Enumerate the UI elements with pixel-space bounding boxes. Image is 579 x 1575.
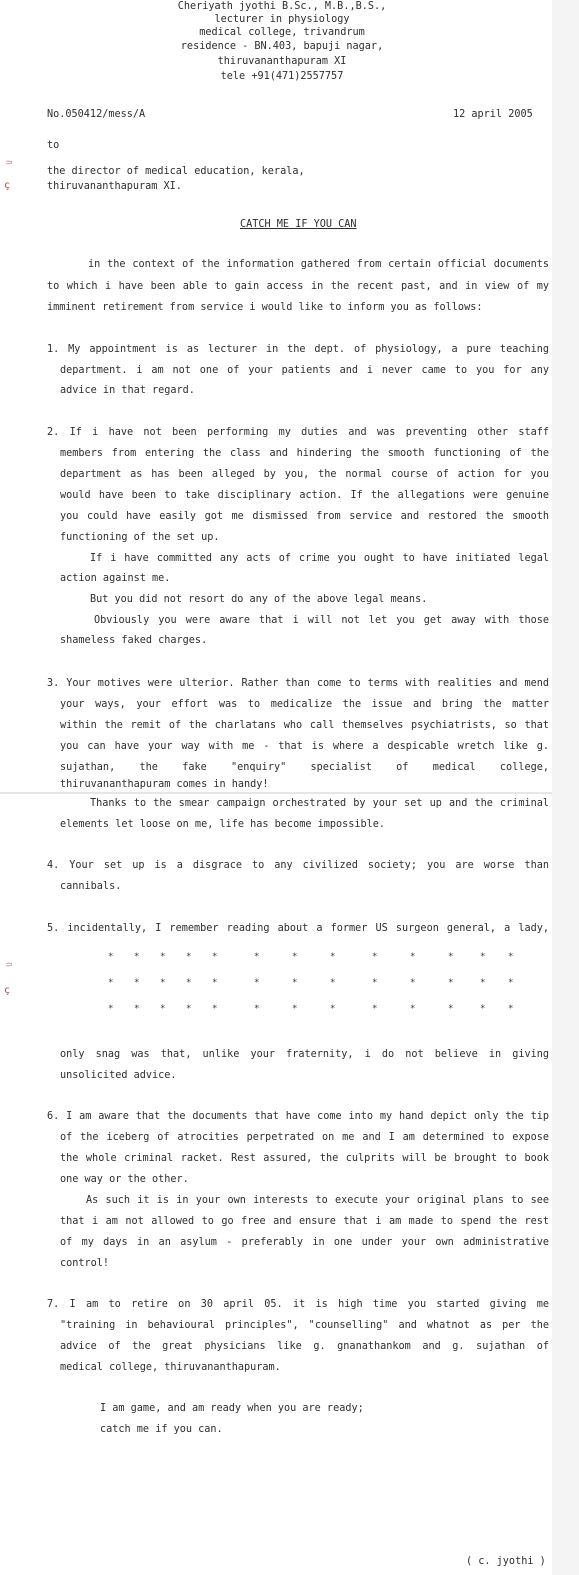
header-line: residence - BN.403, bapuji nagar, (180, 41, 384, 52)
star-mark: * (292, 952, 298, 962)
point-3-line: sujathan, the fake "enquiry" specialist of medical college, (60, 762, 549, 773)
margin-mark: ç (4, 180, 11, 191)
star-mark: * (372, 978, 378, 988)
star-mark: * (480, 978, 486, 988)
point-6-line: that i am not allowed to go free and ensure that i am made to spend the rest (60, 1216, 549, 1227)
point-7-line: 7. I am to retire on 30 april 05. it is high time you started giving me (47, 1299, 549, 1310)
scan-seam (0, 792, 552, 794)
to-label: to (47, 140, 60, 151)
margin-mark: ç (4, 985, 11, 996)
star-mark: * (134, 978, 140, 988)
star-mark: * (212, 978, 218, 988)
recipient-line: the director of medical education, kerala, (47, 166, 305, 177)
closing-line: I am game, and am ready when you are ready; (100, 1403, 364, 1414)
header-line: Cheriyath jyothi B.Sc., M.B.,B.S., (177, 1, 387, 12)
margin-mark: ⸧ (4, 158, 14, 169)
star-mark: * (508, 1004, 514, 1014)
point-2-line: If i have committed any acts of crime you ought to have initiated legal (90, 553, 549, 564)
star-mark: * (410, 978, 416, 988)
header-line: medical college, trivandrum (199, 27, 365, 38)
point-6-line: of my days in an asylum - preferably in one under your own administrative (60, 1237, 549, 1248)
point-2-line: But you did not resort do any of the above legal means. (90, 594, 428, 605)
intro-line: to which i have been able to gain access in the recent past, and in view of my (47, 281, 549, 292)
star-mark: * (448, 978, 454, 988)
point-3-line: within the remit of the charlatans who call themselves psychiatrists, so that (60, 720, 549, 731)
star-mark: * (480, 1004, 486, 1014)
intro-line: in the context of the information gathered from certain official documents (88, 259, 549, 270)
signature: ( c. jyothi ) (466, 1556, 546, 1567)
star-row (60, 978, 552, 992)
point-2-line: members from entering the class and hindering the smooth functioning of the (60, 448, 549, 459)
point-6-line: one way or the other. (60, 1174, 189, 1185)
point-3-line: you can have your way with me - that is where a despicable wretch like g. (60, 741, 549, 752)
point-5-line: only snag was that, unlike your fraternity, i do not believe in giving (60, 1049, 549, 1060)
star-row (60, 1004, 552, 1018)
redacted-star-block (60, 948, 552, 1038)
star-mark: * (448, 952, 454, 962)
star-mark: * (160, 952, 166, 962)
star-mark: * (160, 978, 166, 988)
point-2-line: 2. If i have not been performing my duties and was preventing other staff (47, 427, 549, 438)
star-mark: * (212, 1004, 218, 1014)
point-6-line: 6. I am aware that the documents that have come into my hand depict only the tip (47, 1111, 549, 1122)
star-mark: * (330, 952, 336, 962)
point-2-line: you could have easily got me dismissed from service and restored the smooth (60, 511, 549, 522)
star-mark: * (480, 952, 486, 962)
point-2-line: action against me. (60, 573, 171, 584)
point-2-line: shameless faked charges. (60, 635, 208, 646)
point-6-line: of the iceberg of atrocities perpetrated on me and I am determined to expose (60, 1132, 549, 1143)
point-6-line: As such it is in your own interests to execute your original plans to see (86, 1195, 549, 1206)
star-mark: * (448, 1004, 454, 1014)
point-3-line: Thanks to the smear campaign orchestrated by your set up and the criminal (90, 798, 549, 809)
point-2-line: would have been to take disciplinary action. If the allegations were genuine (60, 490, 549, 501)
point-6-line: the whole criminal racket. Rest assured, the culprits will be brought to book (60, 1153, 549, 1164)
star-mark: * (508, 978, 514, 988)
star-mark: * (186, 1004, 192, 1014)
star-mark: * (254, 978, 260, 988)
star-mark: * (254, 952, 260, 962)
star-mark: * (330, 978, 336, 988)
closing-line: catch me if you can. (100, 1424, 223, 1435)
point-6-line: control! (60, 1258, 110, 1269)
reference-number: No.050412/mess/A (47, 109, 146, 120)
point-4-line: 4. Your set up is a disgrace to any civilized society; you are worse than (47, 860, 549, 871)
star-mark: * (212, 952, 218, 962)
point-2-line: department as has been alleged by you, the normal course of action for you (60, 469, 549, 480)
point-1-line: advice in that regard. (60, 385, 195, 396)
star-mark: * (186, 952, 192, 962)
header-line: lecturer in physiology (214, 14, 350, 25)
header-line: tele +91(471)2557757 (220, 71, 344, 82)
star-mark: * (186, 978, 192, 988)
star-mark: * (254, 1004, 260, 1014)
recipient-line: thiruvananthapuram XI. (47, 181, 182, 192)
point-4-line: cannibals. (60, 881, 122, 892)
point-1-line: 1. My appointment is as lecturer in the dept. of physiology, a pure teaching (47, 344, 549, 355)
point-1-line: department. i am not one of your patients and i never came to you for any (60, 365, 549, 376)
point-5-line: unsolicited advice. (60, 1070, 177, 1081)
scan-edge (552, 0, 579, 1575)
star-mark: * (372, 1004, 378, 1014)
star-mark: * (330, 1004, 336, 1014)
header-line: thiruvananthapuram XI (217, 56, 347, 67)
star-mark: * (134, 952, 140, 962)
point-3-line: your ways, your effort was to medicalize the issue and bring the matter (60, 699, 549, 710)
star-mark: * (108, 978, 114, 988)
star-mark: * (134, 1004, 140, 1014)
point-3-line: thiruvananthapuram comes in handy! (60, 779, 269, 790)
star-mark: * (372, 952, 378, 962)
star-mark: * (160, 1004, 166, 1014)
point-2-line: functioning of the set up. (60, 532, 220, 543)
point-7-line: "training in behavioural principles", "counselling" and whatnot as per the (60, 1320, 549, 1331)
intro-line: imminent retirement from service i would like to inform you as follows: (47, 302, 483, 313)
subject-heading: CATCH ME IF YOU CAN (240, 219, 357, 230)
star-mark: * (410, 952, 416, 962)
star-mark: * (292, 1004, 298, 1014)
star-mark: * (108, 1004, 114, 1014)
star-row (60, 952, 552, 966)
point-7-line: medical college, thiruvananthapuram. (60, 1362, 281, 1373)
point-3-line: 3. Your motives were ulterior. Rather than come to terms with realities and mend (47, 678, 549, 689)
star-mark: * (292, 978, 298, 988)
point-5-line: 5. incidentally, I remember reading about a former US surgeon general, a lady, (47, 923, 549, 934)
star-mark: * (108, 952, 114, 962)
point-7-line: advice of the great physicians like g. gnanathankom and g. sujathan of (60, 1341, 549, 1352)
star-mark: * (508, 952, 514, 962)
star-mark: * (410, 1004, 416, 1014)
point-3-line: elements let loose on me, life has become impossible. (60, 819, 386, 830)
letter-date: 12 april 2005 (453, 109, 533, 120)
margin-mark: ⸧ (4, 960, 14, 971)
point-2-line: Obviously you were aware that i will not let you get away with those (94, 615, 549, 626)
